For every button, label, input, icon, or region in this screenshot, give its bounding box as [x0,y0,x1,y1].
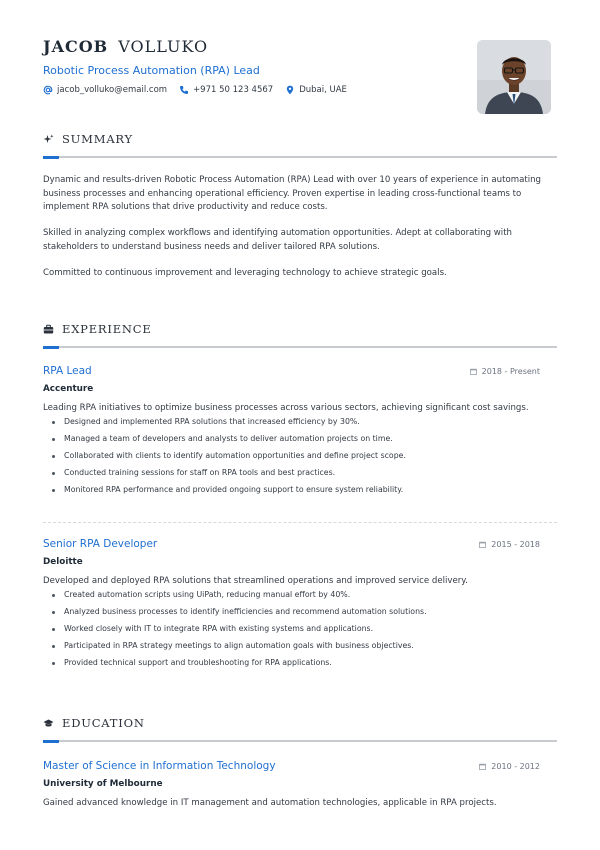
profile-photo [477,40,551,114]
education-heading-text: EDUCATION [62,716,145,730]
first-name: JACOB [43,37,109,56]
summary-paragraph-3: Committed to continuous improvement and leveraging technology to achieve strategic goals. [43,268,447,278]
job-dates-text: 2018 - Present [481,367,540,376]
summary-paragraph-1: Dynamic and results-driven Robotic Process Automation (RPA) Lead with over 10 years of experience in automating business processes and enhancing operational efficiency. Proven expertise in leading cross-functional teams to implement RPA solutions that drive productivity and reduce costs. [43,175,542,212]
contact-phone[interactable] [179,85,273,95]
education-school: University of Melbourne [43,779,163,789]
experience-heading-text: EXPERIENCE [62,322,152,336]
phone-text: +971 50 123 4567 [193,85,274,95]
summary-heading-text: SUMMARY [62,132,133,146]
contact-email[interactable] [43,85,167,95]
job-bullet: Collaborated with clients to identify automation opportunities and define project scope. [52,448,406,465]
graduation-cap-icon [43,718,54,729]
job-bullet: Participated in RPA strategy meetings to align automation goals with business objectives. [52,638,427,655]
job-role: Senior RPA Developer [43,538,158,550]
candidate-name [43,37,208,56]
experience-divider [43,346,557,348]
education-degree: Master of Science in Information Technology [43,760,276,772]
education-description: Gained advanced knowledge in IT management and automation technologies, applicable in RPA projects. [43,798,497,808]
job-bullet: Designed and implemented RPA solutions that increased efficiency by 30%. [52,414,406,431]
job-bullet: Worked closely with IT to integrate RPA with existing systems and applications. [52,621,427,638]
job-bullet: Created automation scripts using UiPath, reducing manual effort by 40%. [52,587,427,604]
phone-icon [179,85,189,95]
calendar-icon [470,368,477,375]
education-divider [43,740,557,742]
sparkle-icon [43,134,54,145]
briefcase-icon [43,324,54,335]
contact-row [43,84,359,96]
job-bullet: Managed a team of developers and analysts to deliver automation projects on time. [52,431,406,448]
job-dates [470,367,540,376]
job-dates-text: 2015 - 2018 [491,540,540,549]
experience-heading [43,321,152,337]
job-company: Deloitte [43,557,83,567]
job-title: Robotic Process Automation (RPA) Lead [43,64,260,77]
calendar-icon [479,763,486,770]
job-bullet: Provided technical support and troubleshooting for RPA applications. [52,655,427,672]
education-dates-text: 2010 - 2012 [491,762,540,771]
last-name: VOLLUKO [118,37,209,56]
job-description: Leading RPA initiatives to optimize business processes across various sectors, achieving significant cost savings. [43,403,529,413]
location-pin-icon [285,85,295,95]
summary-divider [43,156,557,158]
summary-paragraph-2: Skilled in analyzing complex workflows and identifying automation opportunities. Adept at collaborating with stakeholders to understand business needs and deliver tailored RPA solutions. [43,228,513,252]
job-bullets [52,587,427,671]
job-bullets [52,414,406,498]
at-icon [43,85,53,95]
job-bullet: Conducted training sessions for staff on RPA tools and best practices. [52,465,406,482]
job-description: Developed and deployed RPA solutions that streamlined operations and improved service delivery. [43,576,468,586]
job-bullet: Monitored RPA performance and provided ongoing support to ensure system reliability. [52,482,406,499]
contact-location [285,85,347,95]
calendar-icon [479,541,486,548]
email-text: jacob_volluko@email.com [57,85,168,95]
education-dates [479,762,540,771]
summary-heading [43,131,133,147]
job-dates [479,540,540,549]
job-role: RPA Lead [43,365,92,377]
education-heading [43,715,145,731]
job-separator [43,522,557,523]
job-bullet: Analyzed business processes to identify inefficiencies and recommend automation solutions. [52,604,427,621]
location-text: Dubai, UAE [299,85,347,95]
job-company: Accenture [43,384,94,394]
